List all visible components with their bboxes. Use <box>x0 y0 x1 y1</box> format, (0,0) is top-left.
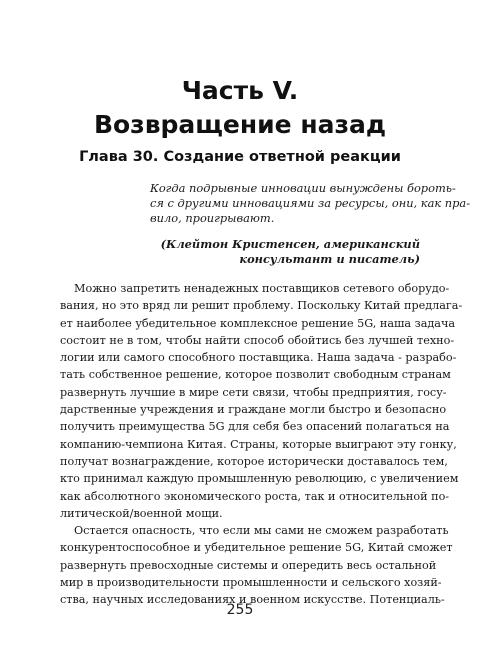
text-line: Остается опасность, что если мы сами не сможем разработать <box>74 524 449 538</box>
text-line: кто принимал каждую промышленную революцию, с увеличением <box>60 472 459 486</box>
paragraph-1 <box>60 280 463 522</box>
text-line: ет наиболее убедительное комплексное решение 5G, наша задача <box>60 316 456 330</box>
text-line: Можно запретить ненадежных поставщиков сетевого оборудо- <box>74 282 450 295</box>
text-line: тать собственное решение, которое позволит свободным странам <box>60 368 451 382</box>
body-text <box>60 280 463 609</box>
part-title <box>0 74 480 142</box>
text-line: литической/военной мощи. <box>60 506 223 520</box>
epigraph-line: вило, проигрывают. <box>150 211 275 226</box>
chapter-title: Глава 30. Создание ответной реакции <box>79 149 401 165</box>
text-line: развернуть лучшие в мире сети связи, чтобы предприятия, госу- <box>60 385 447 399</box>
text-line: состоит не в том, чтобы найти способ обойтись без лучшей техно- <box>60 333 455 347</box>
attribution-line: консультант и писатель) <box>239 252 420 267</box>
text-line: получить преимущества 5G для себя без опасений полагаться на <box>60 420 450 434</box>
attribution-line: (Клейтон Кристенсен, американский <box>160 237 420 251</box>
text-line: вания, но это вряд ли решит проблему. Поскольку Китай предлага- <box>60 299 463 313</box>
text-line: мир в производительности промышленности и сельского хозяй- <box>60 576 442 590</box>
text-line: логии или самого способного поставщика. Наша задача - разрабо- <box>60 351 457 365</box>
epigraph-attribution <box>161 237 420 267</box>
part-name: Возвращение назад <box>93 110 387 139</box>
epigraph-line: Когда подрывные инновации вынуждены бороть- <box>150 181 456 195</box>
text-line: конкурентоспособное и убедительное решение 5G, Китай сможет <box>60 541 453 555</box>
epigraph <box>150 181 471 227</box>
text-line: компанию-чемпиона Китая. Страны, которые выиграют эту гонку, <box>60 437 457 451</box>
text-line: ства, научных исследованиях и военном искусстве. Потенциаль- <box>60 593 445 607</box>
part-number: Часть V. <box>181 76 299 105</box>
text-line: получат вознаграждение, которое исторически доставалось тем, <box>60 454 448 468</box>
text-line: как абсолютного экономического роста, так и относительной по- <box>60 489 450 503</box>
text-line: развернуть превосходные системы и опередить весь остальной <box>60 558 437 572</box>
epigraph-line: ся с другими инновациями за ресурсы, они, как пра- <box>150 196 471 211</box>
paragraph-2 <box>60 522 453 608</box>
page-number: 255 <box>226 602 254 618</box>
text-line: дарственные учреждения и граждане могли быстро и безопасно <box>60 403 447 417</box>
